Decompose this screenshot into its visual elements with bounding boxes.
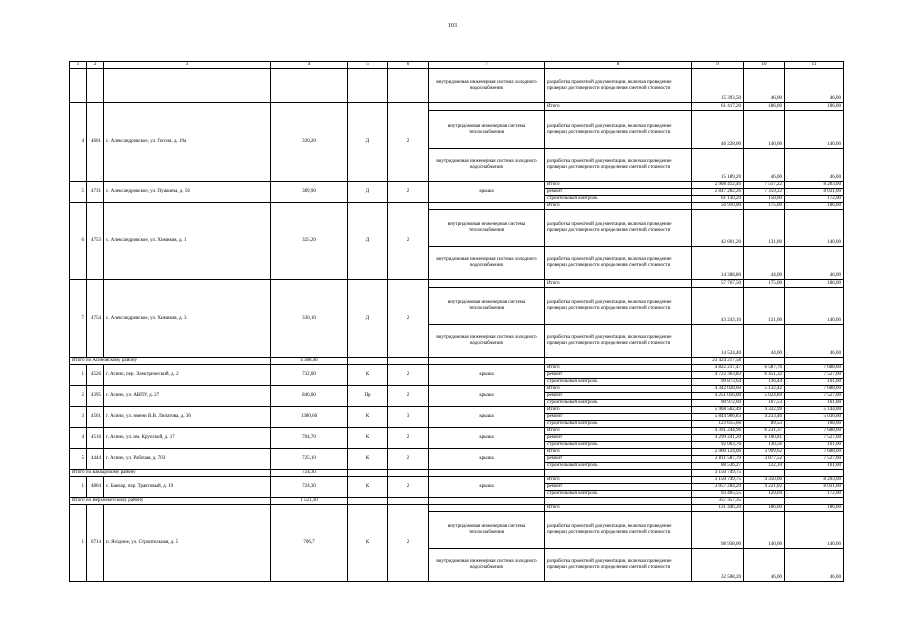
house-address: г. Асино, ул. им. Крупской, д. 17 <box>104 428 271 449</box>
work-system: внутридомовая инженерная система теплоснабжения <box>429 288 545 325</box>
cell <box>545 470 692 477</box>
floors: 3 <box>388 407 429 428</box>
cost-total: 5 844 966,83 <box>692 414 744 421</box>
cost-limit: 5 144,00 <box>785 407 844 414</box>
cost-total: 2 900 124,06 <box>692 449 744 456</box>
row-number: 2 <box>70 386 87 407</box>
wall-material: К <box>348 505 388 582</box>
work-type: строительный контроль <box>545 421 692 428</box>
capital-repair-table <box>69 61 844 582</box>
work-type: Итого <box>545 365 692 372</box>
house-address: г. Асино, пер. Электрический, д. 2 <box>104 365 271 386</box>
col-header: 4 <box>271 62 348 69</box>
wall-material: К <box>348 477 388 498</box>
work-type: разработка проектной документации, включая проведение проверки достоверности определения сметной стоимости <box>545 512 692 549</box>
cell <box>388 358 429 365</box>
cost-per-m2: 175,00 <box>744 203 785 210</box>
house-id: 6714 <box>87 505 104 582</box>
house-address: г. Асино, ул. АВПУ, д. 27 <box>104 386 271 407</box>
cost-total: 2 908 412,46 <box>692 182 744 189</box>
cell <box>87 69 104 103</box>
work-type: разработка проектной документации, включая проведение проверки достоверности определения сметной стоимости <box>545 69 692 103</box>
cost-per-m2: 6 231,37 <box>744 428 785 435</box>
cell <box>429 203 545 210</box>
cost-total: 32 508,20 <box>692 549 744 582</box>
cost-per-m2: 3 999,62 <box>744 449 785 456</box>
table-row <box>70 505 844 512</box>
cost-per-m2: 131,00 <box>744 210 785 247</box>
cell <box>545 498 692 505</box>
cost-limit: 8 031,00 <box>785 484 844 491</box>
cost-limit: 7 527,00 <box>785 393 844 400</box>
district-total-label: Итого по Бакчарскому району <box>70 470 271 477</box>
col-header: 11 <box>785 62 844 69</box>
floors: 2 <box>388 386 429 407</box>
cell <box>348 358 388 365</box>
work-type: Итого <box>545 449 692 456</box>
work-type: разработка проектной документации, включая проведение проверки достоверности определения сметной стоимости <box>545 288 692 325</box>
cost-limit: 7 527,00 <box>785 456 844 463</box>
cell <box>545 358 692 365</box>
row-number: 1 <box>70 365 87 386</box>
house-area: 330,10 <box>271 280 348 358</box>
work-system: внутридомовая инженерная система холодного водоснабжения <box>429 325 545 358</box>
cost-total: 57 767,50 <box>692 280 744 288</box>
cell <box>744 470 785 477</box>
row-number: 4 <box>70 103 87 182</box>
house-area: 389,90 <box>271 182 348 203</box>
table-row <box>70 428 844 435</box>
work-system: внутридомовая инженерная система теплоснабжения <box>429 111 545 149</box>
work-type: разработка проектной документации, включая проведение проверки достоверности определения сметной стоимости <box>545 149 692 182</box>
cost-per-m2: 46,00 <box>744 549 785 582</box>
work-system: внутридомовая инженерная система холодного водоснабжения <box>429 69 545 103</box>
work-type: Итого <box>545 407 692 414</box>
cost-limit: 8 203,00 <box>785 182 844 189</box>
cost-per-m2: 46,00 <box>744 149 785 182</box>
cell <box>785 470 844 477</box>
cost-limit: 46,00 <box>785 325 844 358</box>
wall-material: Д <box>348 280 388 358</box>
cost-per-m2: 186,00 <box>744 103 785 111</box>
cost-per-m2: 7 517,22 <box>744 182 785 189</box>
work-type: строительный контроль <box>545 463 692 470</box>
cell <box>429 498 545 505</box>
cost-limit: 5 036,00 <box>785 414 844 421</box>
cost-total: 4 391 244,96 <box>692 428 744 435</box>
table-row <box>70 477 844 484</box>
row-number: 1 <box>70 505 87 582</box>
cost-per-m2: 4 350,06 <box>744 477 785 484</box>
work-system: внутридомовая инженерная система холодного водоснабжения <box>429 247 545 280</box>
cost-per-m2: 107,53 <box>744 400 785 407</box>
wall-material: К <box>348 365 388 386</box>
cost-per-m2: 186,00 <box>744 505 785 512</box>
cost-total: 61 417,20 <box>692 103 744 111</box>
work-system: крыша <box>429 449 545 470</box>
cell <box>429 470 545 477</box>
district-total-row <box>70 358 844 365</box>
table-row <box>70 386 844 393</box>
cost-total: 88 536,27 <box>692 463 744 470</box>
house-address: с. Александровское, ул. Химиков, д. 3 <box>104 280 271 358</box>
wall-material: Д <box>348 203 388 280</box>
cost-limit: 7 688,00 <box>785 386 844 393</box>
cost-limit: 46,00 <box>785 149 844 182</box>
floors: 2 <box>388 280 429 358</box>
cost-total: 23 424 217,58 <box>692 358 744 365</box>
cost-per-m2: 3 877,52 <box>744 456 785 463</box>
cost-limit: 8 031,00 <box>785 189 844 196</box>
cost-per-m2: 46,00 <box>744 69 785 103</box>
house-area: 325,20 <box>271 203 348 280</box>
house-area: 704,70 <box>271 428 348 449</box>
cell <box>348 470 388 477</box>
cost-total: 42 601,20 <box>692 210 744 247</box>
col-header: 7 <box>429 62 545 69</box>
cost-per-m2: 6 100,81 <box>744 435 785 442</box>
floors: 2 <box>388 477 429 498</box>
cost-total: 92 003,76 <box>692 442 744 449</box>
floors: 2 <box>388 103 429 182</box>
house-address: с. Александровское, ул. Гоголя, д. 19а <box>104 103 271 182</box>
cost-limit: 46,00 <box>785 549 844 582</box>
work-type: строительный контроль <box>545 196 692 203</box>
work-type: Итого <box>545 477 692 484</box>
house-id: 4731 <box>87 182 104 203</box>
cost-total: 93 465,55 <box>692 491 744 498</box>
cost-per-m2: 131,00 <box>744 288 785 325</box>
col-header: 6 <box>388 62 429 69</box>
house-id: 4395 <box>87 386 104 407</box>
cost-limit: 46,00 <box>785 247 844 280</box>
house-id: 4526 <box>87 365 104 386</box>
work-type: ремонт <box>545 414 692 421</box>
house-id: 4804 <box>87 477 104 498</box>
house-id: 4661 <box>87 103 104 182</box>
floors: 2 <box>388 365 429 386</box>
row-number: 5 <box>70 449 87 470</box>
house-id: 4516 <box>87 428 104 449</box>
work-system: крыша <box>429 182 545 203</box>
col-header: 10 <box>744 62 785 69</box>
cost-limit: 186,00 <box>785 505 844 512</box>
house-area: 1 521,30 <box>271 498 348 505</box>
house-area: 330,20 <box>271 103 348 182</box>
work-type: ремонт <box>545 189 692 196</box>
work-type: ремонт <box>545 393 692 400</box>
cost-limit: 140,00 <box>785 512 844 549</box>
cost-total: 4 251 056,00 <box>692 393 744 400</box>
cost-total: 3 150 749,75 <box>692 477 744 484</box>
cost-total: 46 228,00 <box>692 111 744 149</box>
cost-total: 98 938,00 <box>692 512 744 549</box>
cell <box>785 358 844 365</box>
header-row <box>70 62 844 69</box>
cost-limit: 140,00 <box>785 210 844 247</box>
cost-limit: 161,00 <box>785 442 844 449</box>
cost-per-m2: 4 322,99 <box>744 407 785 414</box>
work-system: крыша <box>429 365 545 386</box>
cost-per-m2: 6 451,32 <box>744 372 785 379</box>
cell <box>785 498 844 505</box>
cost-limit: 186,00 <box>785 103 844 111</box>
work-type: строительный контроль <box>545 379 692 386</box>
work-type: Итого <box>545 280 692 288</box>
col-header: 2 <box>87 62 104 69</box>
cost-total: 131 446,20 <box>692 505 744 512</box>
cell <box>271 69 348 103</box>
cost-limit: 161,00 <box>785 463 844 470</box>
house-area: 846,00 <box>271 386 348 407</box>
wall-material: Д <box>348 103 388 182</box>
house-address: г. Асино, ул. имени В.В. Липатова, д. 36 <box>104 407 271 428</box>
cost-limit: 7 688,00 <box>785 428 844 435</box>
house-address: г. Асино, ул. Рабочая, д. 703 <box>104 449 271 470</box>
house-address: с. Александровское, ул. Пушкина, д. 56 <box>104 182 271 203</box>
house-address: с. Александровское, ул. Химиков, д. 1 <box>104 203 271 280</box>
cost-total: 2 847 282,26 <box>692 189 744 196</box>
cost-total: 90 972,60 <box>692 400 744 407</box>
cost-limit: 7 527,00 <box>785 372 844 379</box>
row-number: 7 <box>70 280 87 358</box>
cell <box>70 69 87 103</box>
row-number: 3 <box>70 407 87 428</box>
row-number: 5 <box>70 182 87 203</box>
cost-limit: 172,00 <box>785 491 844 498</box>
cost-total: 4 822 237,47 <box>692 365 744 372</box>
wall-material: Д <box>348 182 388 203</box>
cost-total: 43 243,10 <box>692 288 744 325</box>
work-type: строительный контроль <box>545 400 692 407</box>
cost-total: 5 968 582,49 <box>692 407 744 414</box>
work-type: Итого <box>545 182 692 189</box>
cell <box>744 498 785 505</box>
table-row <box>70 182 844 189</box>
col-header: 1 <box>70 62 87 69</box>
work-system: крыша <box>429 386 545 407</box>
col-header: 9 <box>692 62 744 69</box>
work-type: разработка проектной документации, включая проведение проверки достоверности определения сметной стоимости <box>545 210 692 247</box>
work-type: Итого <box>545 428 692 435</box>
district-total-label: Итого по Асиновскому району <box>70 358 271 365</box>
work-system: крыша <box>429 477 545 498</box>
work-system: внутридомовая инженерная система холодного водоснабжения <box>429 149 545 182</box>
house-area: 724,30 <box>271 477 348 498</box>
cost-limit: 108,00 <box>785 421 844 428</box>
cell <box>429 358 545 365</box>
table-row <box>70 449 844 456</box>
cost-limit: 7 688,00 <box>785 449 844 456</box>
district-total-label: Итого по Верхнекетскому району <box>70 498 271 505</box>
row-number: 6 <box>70 203 87 280</box>
house-id: 4753 <box>87 203 104 280</box>
cost-total: 4 299 241,20 <box>692 435 744 442</box>
col-header: 5 <box>348 62 388 69</box>
house-area: 706,7 <box>271 505 348 582</box>
cost-total: 61 130,20 <box>692 196 744 203</box>
cost-total: 15 189,20 <box>692 149 744 182</box>
cost-total: 123 615,66 <box>692 421 744 428</box>
cell <box>388 470 429 477</box>
district-total-row <box>70 498 844 505</box>
table-row <box>70 365 844 372</box>
table-row <box>70 280 844 288</box>
house-address: с. Бакчар, пер. Трактовый, д. 19 <box>104 477 271 498</box>
cost-limit: 186,00 <box>785 280 844 288</box>
cost-total: 15 393,50 <box>692 69 744 103</box>
floors: 2 <box>388 449 429 470</box>
cell <box>388 498 429 505</box>
row-number: 1 <box>70 477 87 498</box>
wall-material: К <box>348 449 388 470</box>
cost-per-m2: 4 233,46 <box>744 414 785 421</box>
cost-total: 99 873,64 <box>692 379 744 386</box>
house-area: 4 388,46 <box>271 358 348 365</box>
cost-per-m2: 130,56 <box>744 442 785 449</box>
work-system: крыша <box>429 428 545 449</box>
cost-total: 4 342 028,60 <box>692 386 744 393</box>
col-header: 3 <box>104 62 271 69</box>
work-type: разработка проектной документации, включая проведение проверки достоверности определения сметной стоимости <box>545 325 692 358</box>
work-type: строительный контроль <box>545 442 692 449</box>
cost-per-m2: 158,00 <box>744 196 785 203</box>
work-system: внутридомовая инженерная система теплоснабжения <box>429 210 545 247</box>
cost-per-m2: 5 132,42 <box>744 386 785 393</box>
cost-per-m2: 44,00 <box>744 247 785 280</box>
house-id: 4561 <box>87 407 104 428</box>
house-address: п. Ягодное, ул. Строительная, д. 5 <box>104 505 271 582</box>
table-row <box>70 103 844 111</box>
house-id: 4754 <box>87 280 104 358</box>
cost-total: 4 722 363,83 <box>692 372 744 379</box>
cost-total: 3 150 749,75 <box>692 470 744 477</box>
house-area: 1380,66 <box>271 407 348 428</box>
cost-total: 14 524,40 <box>692 325 744 358</box>
wall-material: К <box>348 407 388 428</box>
work-system: внутридомовая инженерная система холодного водоснабжения <box>429 549 545 582</box>
cost-limit: 161,00 <box>785 379 844 386</box>
work-system: крыша <box>429 407 545 428</box>
cost-total: 14 308,80 <box>692 247 744 280</box>
floors: 2 <box>388 203 429 280</box>
cost-limit: 7 688,00 <box>785 365 844 372</box>
house-area: 732,00 <box>271 365 348 386</box>
cost-limit: 46,00 <box>785 69 844 103</box>
house-id: 4444 <box>87 449 104 470</box>
cost-per-m2: 7 359,22 <box>744 189 785 196</box>
work-type: разработка проектной документации, включая проведение проверки достоверности определения сметной стоимости <box>545 247 692 280</box>
floors: 2 <box>388 182 429 203</box>
work-type: Итого <box>545 386 692 393</box>
work-type: Итого <box>545 103 692 111</box>
house-area: 724,30 <box>271 470 348 477</box>
cost-per-m2: 89,53 <box>744 421 785 428</box>
cost-per-m2: 136,44 <box>744 379 785 386</box>
cost-limit: 186,00 <box>785 203 844 210</box>
row-number: 4 <box>70 428 87 449</box>
cost-per-m2: 5 024,89 <box>744 393 785 400</box>
cost-per-m2: 175,00 <box>744 280 785 288</box>
table-row <box>70 69 844 103</box>
cost-per-m2: 140,00 <box>744 111 785 149</box>
cost-total: 3 057 284,20 <box>692 484 744 491</box>
work-type: ремонт <box>545 484 692 491</box>
floors: 2 <box>388 428 429 449</box>
cell <box>104 69 271 103</box>
work-type: разработка проектной документации, включая проведение проверки достоверности определения сметной стоимости <box>545 111 692 149</box>
table-row <box>70 203 844 210</box>
cost-per-m2: 4 221,02 <box>744 484 785 491</box>
cost-limit: 140,00 <box>785 111 844 149</box>
cell <box>744 358 785 365</box>
cost-limit: 172,00 <box>785 196 844 203</box>
cost-total: 357 357,35 <box>692 498 744 505</box>
cost-per-m2: 129,04 <box>744 491 785 498</box>
cost-total: 56 910,00 <box>692 203 744 210</box>
work-type: Итого <box>545 505 692 512</box>
work-type: Итого <box>545 203 692 210</box>
cost-limit: 161,00 <box>785 400 844 407</box>
page-number: 103 <box>448 23 457 29</box>
cell <box>388 69 429 103</box>
work-system: внутридомовая инженерная система теплоснабжения <box>429 512 545 549</box>
cell <box>348 69 388 103</box>
house-area: 725,10 <box>271 449 348 470</box>
cell <box>348 498 388 505</box>
cost-per-m2: 140,00 <box>744 512 785 549</box>
cost-per-m2: 44,00 <box>744 325 785 358</box>
work-type: ремонт <box>545 435 692 442</box>
work-type: строительный контроль <box>545 491 692 498</box>
work-type: разработка проектной документации, включая проведение проверки достоверности определения сметной стоимости <box>545 549 692 582</box>
table-row <box>70 407 844 414</box>
cell <box>429 103 545 111</box>
cost-limit: 7 527,00 <box>785 435 844 442</box>
cell <box>429 280 545 288</box>
work-type: ремонт <box>545 372 692 379</box>
district-total-row <box>70 470 844 477</box>
cell <box>429 505 545 512</box>
cost-per-m2: 6 587,76 <box>744 365 785 372</box>
floors: 2 <box>388 505 429 582</box>
wall-material: К <box>348 428 388 449</box>
col-header: 8 <box>545 62 692 69</box>
cost-total: 2 811 587,79 <box>692 456 744 463</box>
work-type: ремонт <box>545 456 692 463</box>
cost-limit: 8 203,00 <box>785 477 844 484</box>
cost-per-m2: 122,10 <box>744 463 785 470</box>
wall-material: Пр <box>348 386 388 407</box>
cost-limit: 140,00 <box>785 288 844 325</box>
